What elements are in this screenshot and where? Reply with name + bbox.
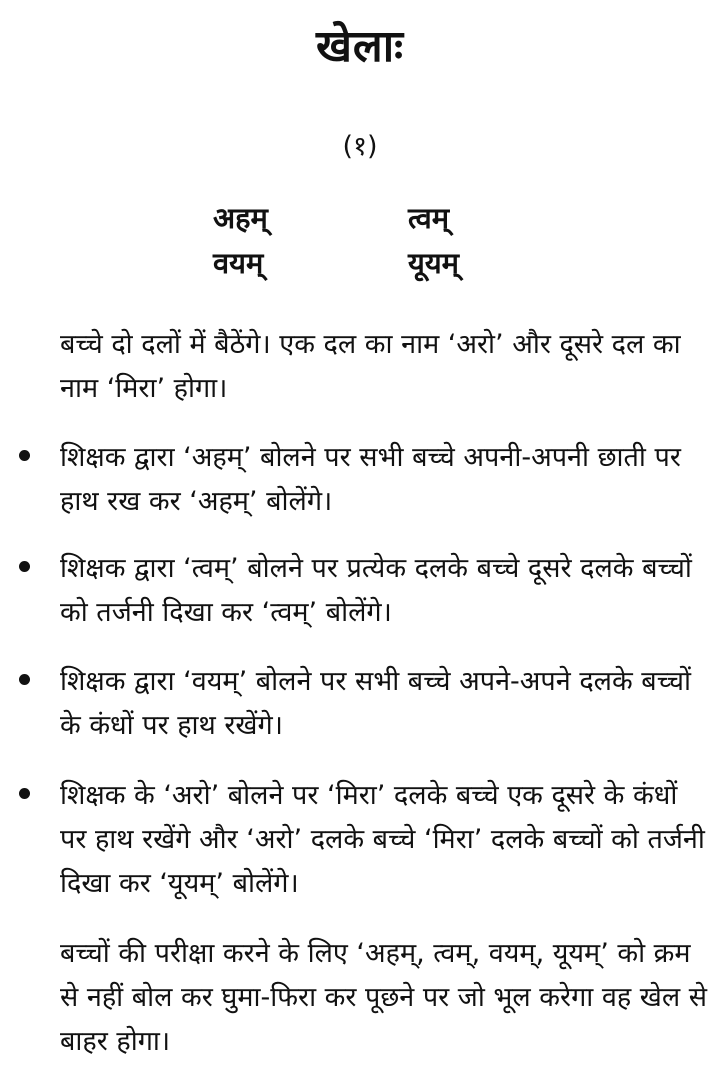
pronoun-aham: अहम् — [213, 201, 268, 235]
list-item-text: शिक्षक द्वारा ‘वयम्’ बोलने पर सभी बच्चे अपने-अपने दलके बच्चों के कंधों पर हाथ रखेंगे। — [60, 666, 692, 741]
page-title: खेलाः — [315, 21, 405, 72]
list-item-text: शिक्षक द्वारा ‘अहम्’ बोलने पर सभी बच्चे अपनी-अपनी छाती पर हाथ रख कर ‘अहम्’ बोलेंगे। — [60, 442, 681, 517]
bullet-icon — [19, 674, 30, 685]
list-item-text: शिक्षक द्वारा ‘त्वम्’ बोलने पर प्रत्येक दलके बच्चे दूसरे दलके बच्चों को तर्जनी दिखा कर ‘त्वम्’ बोलेंगे। — [60, 553, 692, 628]
list-item-text: शिक्षक के ‘अरो’ बोलने पर ‘मिरा’ दलके बच्चे एक दूसरे के कंधों पर हाथ रखेंगे और ‘अरो’ दलके बच्चे ‘मिरा’ दलके बच्चों को तर्जनी दिखा कर ‘यूयम्’ बोलेंगे। — [60, 780, 705, 899]
bullet-icon — [19, 561, 30, 572]
pronoun-tvam: त्वम् — [408, 201, 450, 235]
section-number: (१) — [342, 131, 378, 162]
pronoun-yuyam: यूयम् — [408, 246, 459, 280]
intro-paragraph: बच्चे दो दलों में बैठेंगे। एक दल का नाम ‘अरो’ और दूसरे दल का नाम ‘मिरा’ होगा। — [60, 329, 681, 404]
bullet-icon — [19, 450, 30, 461]
bullet-icon — [19, 788, 30, 799]
closing-paragraph: बच्चों की परीक्षा करने के लिए ‘अहम्, त्वम्, वयम्, यूयम्’ को क्रम से नहीं बोल कर घुमा-फिरा कर पूछने पर जो भूल करेगा वह खेल से बाहर होगा। — [60, 938, 708, 1057]
pronoun-vayam: वयम् — [213, 246, 264, 280]
